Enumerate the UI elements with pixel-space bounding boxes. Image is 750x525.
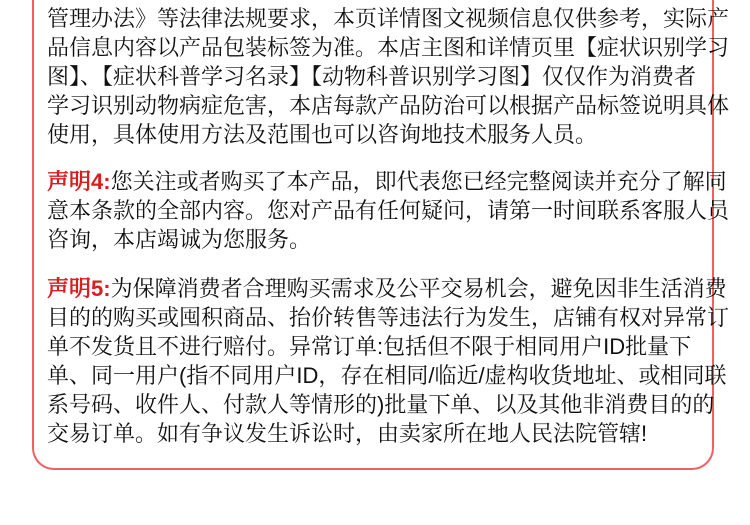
disclaimer-box <box>32 0 730 470</box>
text-line: 咨询，本店竭诚为您服务。 <box>47 227 312 252</box>
paragraph-legal-basis <box>47 4 730 149</box>
text-segment: 为保障消费者合理购买需求及公平交易机会，避免因非生活消费 <box>110 276 727 301</box>
text-line: 系号码、收件人、付款人等情形的)批量下单、以及其他非消费目的的 <box>47 392 715 417</box>
text-line: 使用，具体使用方法及范围也可以咨询地技术服务人员。 <box>47 122 598 147</box>
text-line: 意本条款的全部内容。您对产品有任何疑问，请第一时间联系客服人员 <box>47 198 730 223</box>
text-line: 单不发货且不进行赔付。异常订单:包括但不限于相同用户ID批量下 <box>47 334 692 359</box>
paragraph-statement-5 <box>47 274 730 448</box>
text-line <box>47 167 727 196</box>
text-line: 图】、【症状科普学习名录】【动物科普识别学习图】仅仅作为消费者 <box>47 64 697 89</box>
text-line: 交易订单。如有争议发生诉讼时，由卖家所在地人民法院管辖! <box>47 421 648 446</box>
text-line: 品信息内容以产品包装标签为准。本店主图和详情页里【症状识别学习 <box>47 35 730 60</box>
text-line: 目的的购买或囤积商品、抬价转售等违法行为发生，店铺有权对异常订 <box>47 305 730 330</box>
text-line: 单、同一用户(指不同用户ID，存在相同/临近/虚构收货地址、或相同联 <box>47 363 727 388</box>
text-line: 管理办法》等法律法规要求，本页详情图文视频信息仅供参考，实际产 <box>47 6 730 31</box>
text-segment: 您关注或者购买了本产品，即代表您已经完整阅读并充分了解同 <box>110 169 727 194</box>
text-line: 学习识别动物病症危害，本店每款产品防治可以根据产品标签说明具体 <box>47 93 730 118</box>
statement-5-label: 声明5: <box>47 276 111 301</box>
statement-4-label: 声明4: <box>47 169 111 194</box>
text-line <box>47 274 727 303</box>
paragraph-statement-4 <box>47 167 730 254</box>
